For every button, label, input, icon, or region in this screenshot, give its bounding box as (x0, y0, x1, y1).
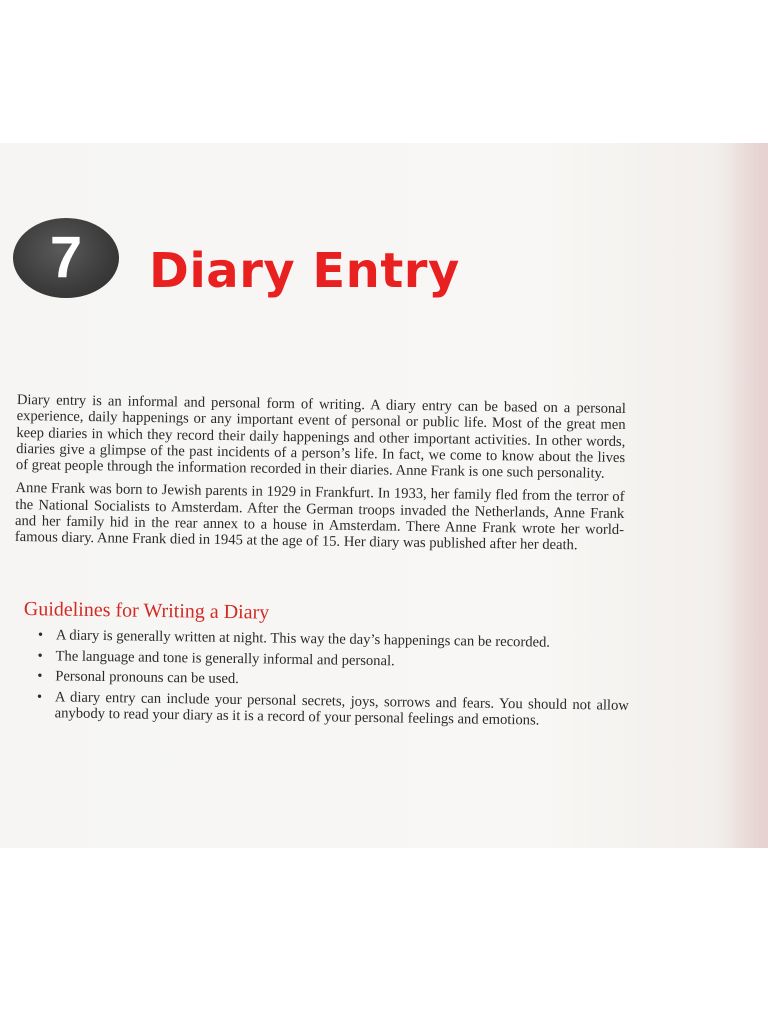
page-edge-shadow (728, 143, 768, 848)
list-item-text: Personal pronouns can be used. (55, 668, 239, 688)
anne-frank-paragraph: Anne Frank was born to Jewish parents in 1929 in Frankfurt. In 1933, her family fled from the terror of the National Socialists to Amsterdam. After the German troops invaded the Netherlands, Anne Frank and her family hid in the rear annex to a house in Amsterdam. There Anne Frank wrote her world-famous diary. Anne Frank died in 1945 at the age of 15. Her diary was published after her death. (14, 480, 625, 554)
bullet-icon: • (36, 688, 43, 705)
bullet-icon: • (37, 647, 43, 664)
guidelines-list (33, 627, 630, 735)
list-item-text: The language and tone is generally informal and personal. (55, 647, 395, 669)
chapter-number-badge (13, 218, 119, 298)
chapter-number: 7 (49, 225, 83, 290)
bullet-icon: • (37, 627, 44, 644)
intro-paragraph: Diary entry is an informal and personal form of writing. A diary entry can be based on a personal experience, daily happenings or any important event of personal or public life. Most of the great men keep diaries in which they record their daily happenings and other important activities. In other words, diaries give a glimpse of the past incidents of a person’s life. In fact, we come to know about the lives of great people through the information recorded in their diaries. Anne Frank is one such personality. (15, 392, 626, 482)
list-item (33, 689, 629, 731)
body-text (15, 392, 626, 562)
chapter-title: Diary Entry (149, 243, 460, 299)
list-item-text: A diary is generally written at night. This way the day’s happenings can be recorded. (55, 627, 551, 651)
bullet-icon: • (37, 668, 43, 685)
guidelines-heading: Guidelines for Writing a Diary (23, 598, 270, 624)
list-item-text: A diary entry can include your personal secrets, joys, sorrows and fears. You should not allow anybody to read your diary as it is a record of your personal feelings and emotions. (54, 689, 630, 729)
book-page (0, 143, 768, 848)
